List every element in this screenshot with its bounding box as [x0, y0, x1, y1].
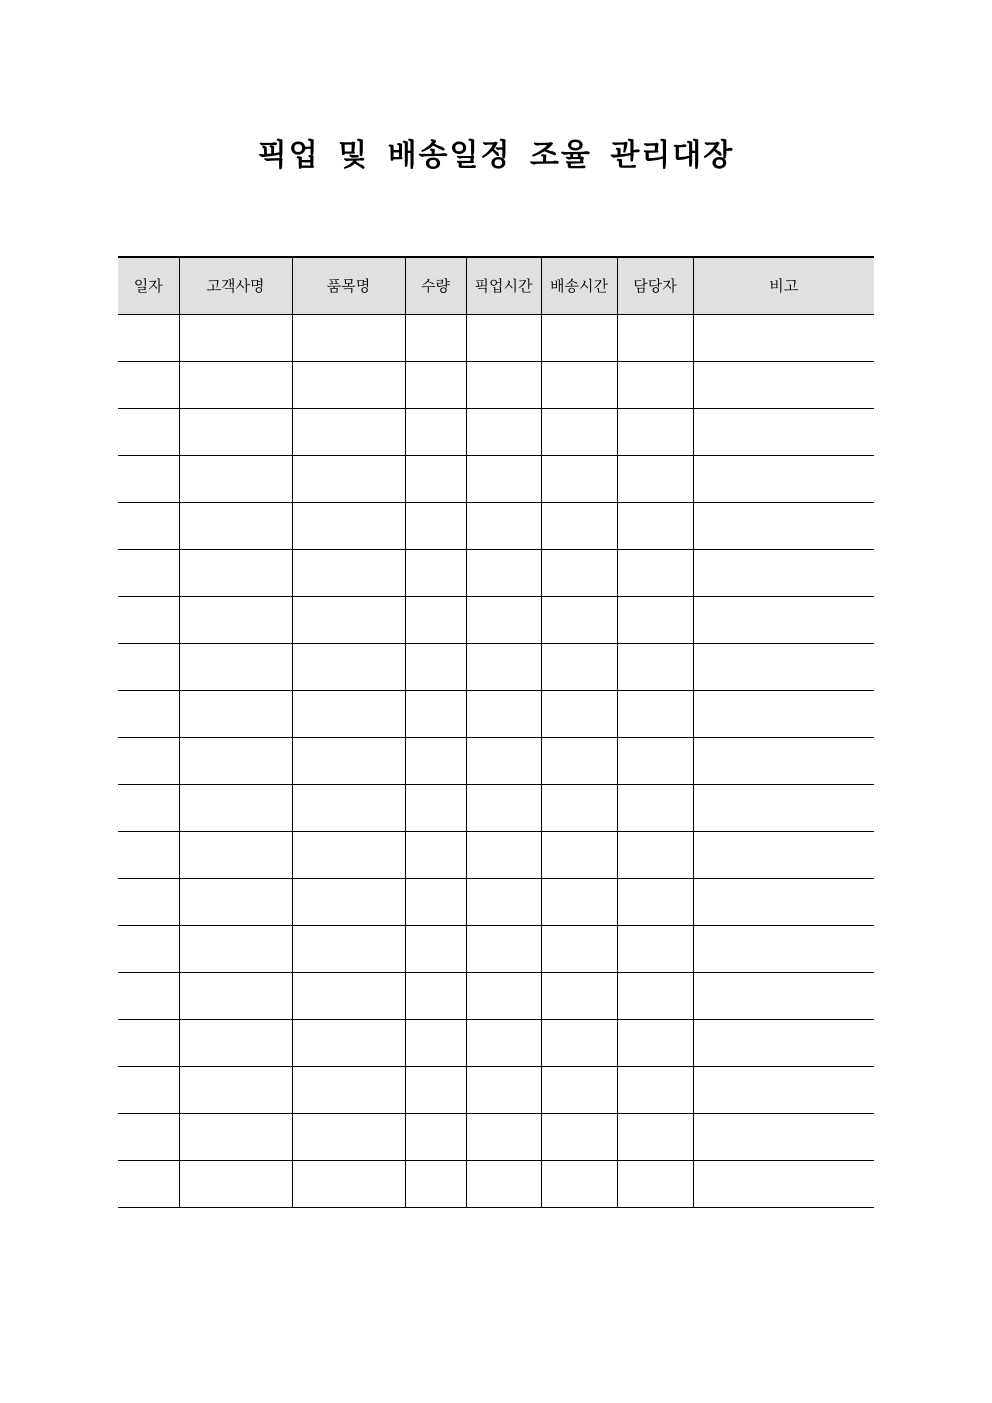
table-cell[interactable]	[292, 1113, 405, 1160]
table-cell[interactable]	[118, 502, 179, 549]
table-cell[interactable]	[405, 455, 466, 502]
table-cell[interactable]	[292, 784, 405, 831]
table-cell[interactable]	[693, 408, 874, 455]
table-row	[118, 690, 874, 737]
table-cell[interactable]	[693, 1160, 874, 1207]
table-cell[interactable]	[405, 314, 466, 361]
table-cell[interactable]	[405, 737, 466, 784]
table-cell[interactable]	[466, 596, 541, 643]
header-delivery-time: 배송시간	[541, 257, 617, 314]
table-cell[interactable]	[466, 549, 541, 596]
table-cell[interactable]	[118, 1019, 179, 1066]
table-cell[interactable]	[693, 784, 874, 831]
table-cell[interactable]	[405, 1066, 466, 1113]
table-cell[interactable]	[179, 878, 292, 925]
table-cell[interactable]	[118, 455, 179, 502]
table-cell[interactable]	[405, 361, 466, 408]
table-cell[interactable]	[179, 1019, 292, 1066]
table-cell[interactable]	[118, 925, 179, 972]
table-cell[interactable]	[292, 596, 405, 643]
header-manager: 담당자	[617, 257, 693, 314]
header-date: 일자	[118, 257, 179, 314]
table-cell[interactable]	[466, 455, 541, 502]
header-pickup-time: 픽업시간	[466, 257, 541, 314]
table-cell[interactable]	[292, 972, 405, 1019]
table-cell[interactable]	[617, 925, 693, 972]
table-header	[118, 257, 874, 314]
table-cell[interactable]	[541, 361, 617, 408]
table-cell[interactable]	[405, 1160, 466, 1207]
table-cell[interactable]	[617, 831, 693, 878]
table-cell[interactable]	[693, 596, 874, 643]
table-row	[118, 455, 874, 502]
table-cell[interactable]	[292, 690, 405, 737]
table-cell[interactable]	[292, 737, 405, 784]
table-cell[interactable]	[405, 972, 466, 1019]
table-cell[interactable]	[693, 878, 874, 925]
table-cell[interactable]	[292, 455, 405, 502]
table-cell[interactable]	[693, 925, 874, 972]
table-cell[interactable]	[292, 878, 405, 925]
table-cell[interactable]	[405, 831, 466, 878]
table-cell[interactable]	[466, 1160, 541, 1207]
table-cell[interactable]	[405, 1113, 466, 1160]
table-row	[118, 643, 874, 690]
table-cell[interactable]	[541, 690, 617, 737]
table-cell[interactable]	[693, 831, 874, 878]
table-row	[118, 1019, 874, 1066]
table-row	[118, 596, 874, 643]
table-cell[interactable]	[292, 925, 405, 972]
table-cell[interactable]	[541, 455, 617, 502]
table-cell[interactable]	[693, 643, 874, 690]
table-cell[interactable]	[179, 1113, 292, 1160]
table-cell[interactable]	[541, 549, 617, 596]
table-cell[interactable]	[118, 1113, 179, 1160]
table-row	[118, 1113, 874, 1160]
table-cell[interactable]	[292, 1019, 405, 1066]
table-cell[interactable]	[541, 1160, 617, 1207]
table-cell[interactable]	[617, 737, 693, 784]
table-cell[interactable]	[693, 737, 874, 784]
table-cell[interactable]	[617, 549, 693, 596]
table-row	[118, 925, 874, 972]
table-cell[interactable]	[179, 455, 292, 502]
table-cell[interactable]	[541, 596, 617, 643]
table-cell[interactable]	[118, 784, 179, 831]
table-cell[interactable]	[292, 502, 405, 549]
table-cell[interactable]	[405, 1019, 466, 1066]
table-cell[interactable]	[118, 690, 179, 737]
table-cell[interactable]	[541, 1019, 617, 1066]
table-cell[interactable]	[118, 314, 179, 361]
table-cell[interactable]	[118, 596, 179, 643]
table-cell[interactable]	[292, 361, 405, 408]
table-cell[interactable]	[292, 314, 405, 361]
table-cell[interactable]	[405, 502, 466, 549]
table-cell[interactable]	[693, 1019, 874, 1066]
table-cell[interactable]	[617, 690, 693, 737]
table-cell[interactable]	[405, 596, 466, 643]
table-cell[interactable]	[693, 1113, 874, 1160]
table-row	[118, 408, 874, 455]
table-cell[interactable]	[466, 972, 541, 1019]
table-cell[interactable]	[466, 878, 541, 925]
table-cell[interactable]	[693, 972, 874, 1019]
table-cell[interactable]	[179, 737, 292, 784]
table-cell[interactable]	[693, 314, 874, 361]
table-cell[interactable]	[617, 408, 693, 455]
table-cell[interactable]	[179, 1066, 292, 1113]
table-cell[interactable]	[541, 925, 617, 972]
table-cell[interactable]	[617, 1019, 693, 1066]
header-customer: 고객사명	[179, 257, 292, 314]
table-cell[interactable]	[541, 784, 617, 831]
table-cell[interactable]	[405, 643, 466, 690]
table-row	[118, 831, 874, 878]
table-cell[interactable]	[179, 549, 292, 596]
table-cell[interactable]	[466, 1019, 541, 1066]
table-cell[interactable]	[118, 1066, 179, 1113]
table-row	[118, 549, 874, 596]
table-cell[interactable]	[118, 1160, 179, 1207]
table-cell[interactable]	[617, 361, 693, 408]
table-cell[interactable]	[405, 549, 466, 596]
table-cell[interactable]	[693, 455, 874, 502]
table-cell[interactable]	[617, 1066, 693, 1113]
table-row	[118, 972, 874, 1019]
table-cell[interactable]	[541, 502, 617, 549]
table-cell[interactable]	[292, 549, 405, 596]
header-item: 품목명	[292, 257, 405, 314]
table-cell[interactable]	[118, 831, 179, 878]
table-cell[interactable]	[466, 314, 541, 361]
table-cell[interactable]	[179, 408, 292, 455]
table-cell[interactable]	[179, 314, 292, 361]
table-cell[interactable]	[693, 1066, 874, 1113]
table-row	[118, 1066, 874, 1113]
page-title: 픽업 및 배송일정 조율 관리대장	[257, 138, 735, 173]
table-cell[interactable]	[179, 1160, 292, 1207]
table-cell[interactable]	[617, 455, 693, 502]
table-cell[interactable]	[118, 361, 179, 408]
table-cell[interactable]	[541, 737, 617, 784]
table-cell[interactable]	[693, 549, 874, 596]
table-cell[interactable]	[541, 1113, 617, 1160]
table-cell[interactable]	[466, 1113, 541, 1160]
table-cell[interactable]	[617, 1160, 693, 1207]
table-cell[interactable]	[617, 596, 693, 643]
table-row	[118, 502, 874, 549]
table-cell[interactable]	[292, 1066, 405, 1113]
table-cell[interactable]	[118, 408, 179, 455]
table-cell[interactable]	[292, 831, 405, 878]
table-cell[interactable]	[541, 643, 617, 690]
table-cell[interactable]	[693, 361, 874, 408]
table-cell[interactable]	[466, 925, 541, 972]
table-cell[interactable]	[617, 314, 693, 361]
table-cell[interactable]	[466, 408, 541, 455]
table-cell[interactable]	[118, 972, 179, 1019]
table-cell[interactable]	[466, 737, 541, 784]
table-cell[interactable]	[466, 361, 541, 408]
table-cell[interactable]	[405, 925, 466, 972]
table-cell[interactable]	[466, 502, 541, 549]
table-cell[interactable]	[617, 502, 693, 549]
table-row	[118, 314, 874, 361]
table-cell[interactable]	[179, 596, 292, 643]
table-cell[interactable]	[466, 690, 541, 737]
table-cell[interactable]	[541, 408, 617, 455]
table-cell[interactable]	[541, 878, 617, 925]
table-cell[interactable]	[292, 408, 405, 455]
table-cell[interactable]	[466, 831, 541, 878]
table-cell[interactable]	[179, 784, 292, 831]
table-cell[interactable]	[466, 784, 541, 831]
table-cell[interactable]	[118, 737, 179, 784]
table-cell[interactable]	[179, 502, 292, 549]
table-cell[interactable]	[693, 690, 874, 737]
table-cell[interactable]	[617, 972, 693, 1019]
table-cell[interactable]	[292, 643, 405, 690]
schedule-ledger-table	[118, 256, 874, 1208]
table-cell[interactable]	[466, 643, 541, 690]
header-row	[118, 257, 874, 314]
table-row	[118, 878, 874, 925]
table-cell[interactable]	[541, 831, 617, 878]
table-cell[interactable]	[118, 643, 179, 690]
header-remarks: 비고	[693, 257, 874, 314]
table-cell[interactable]	[617, 643, 693, 690]
header-quantity: 수량	[405, 257, 466, 314]
table-cell[interactable]	[179, 361, 292, 408]
table-cell[interactable]	[541, 1066, 617, 1113]
table-cell[interactable]	[179, 972, 292, 1019]
table-cell[interactable]	[617, 1113, 693, 1160]
table-row	[118, 737, 874, 784]
table-cell[interactable]	[179, 925, 292, 972]
table-cell[interactable]	[617, 784, 693, 831]
table-cell[interactable]	[405, 878, 466, 925]
table-cell[interactable]	[466, 1066, 541, 1113]
table-cell[interactable]	[541, 314, 617, 361]
table-cell[interactable]	[179, 643, 292, 690]
table-cell[interactable]	[541, 972, 617, 1019]
table-cell[interactable]	[405, 408, 466, 455]
table-row	[118, 361, 874, 408]
table-cell[interactable]	[179, 831, 292, 878]
table-row	[118, 784, 874, 831]
table-cell[interactable]	[292, 1160, 405, 1207]
table-cell[interactable]	[405, 690, 466, 737]
table-cell[interactable]	[179, 690, 292, 737]
table-row	[118, 1160, 874, 1207]
table-cell[interactable]	[118, 549, 179, 596]
table-cell[interactable]	[693, 502, 874, 549]
table-cell[interactable]	[617, 878, 693, 925]
table-body	[118, 314, 874, 1207]
table-cell[interactable]	[118, 878, 179, 925]
table-cell[interactable]	[405, 784, 466, 831]
